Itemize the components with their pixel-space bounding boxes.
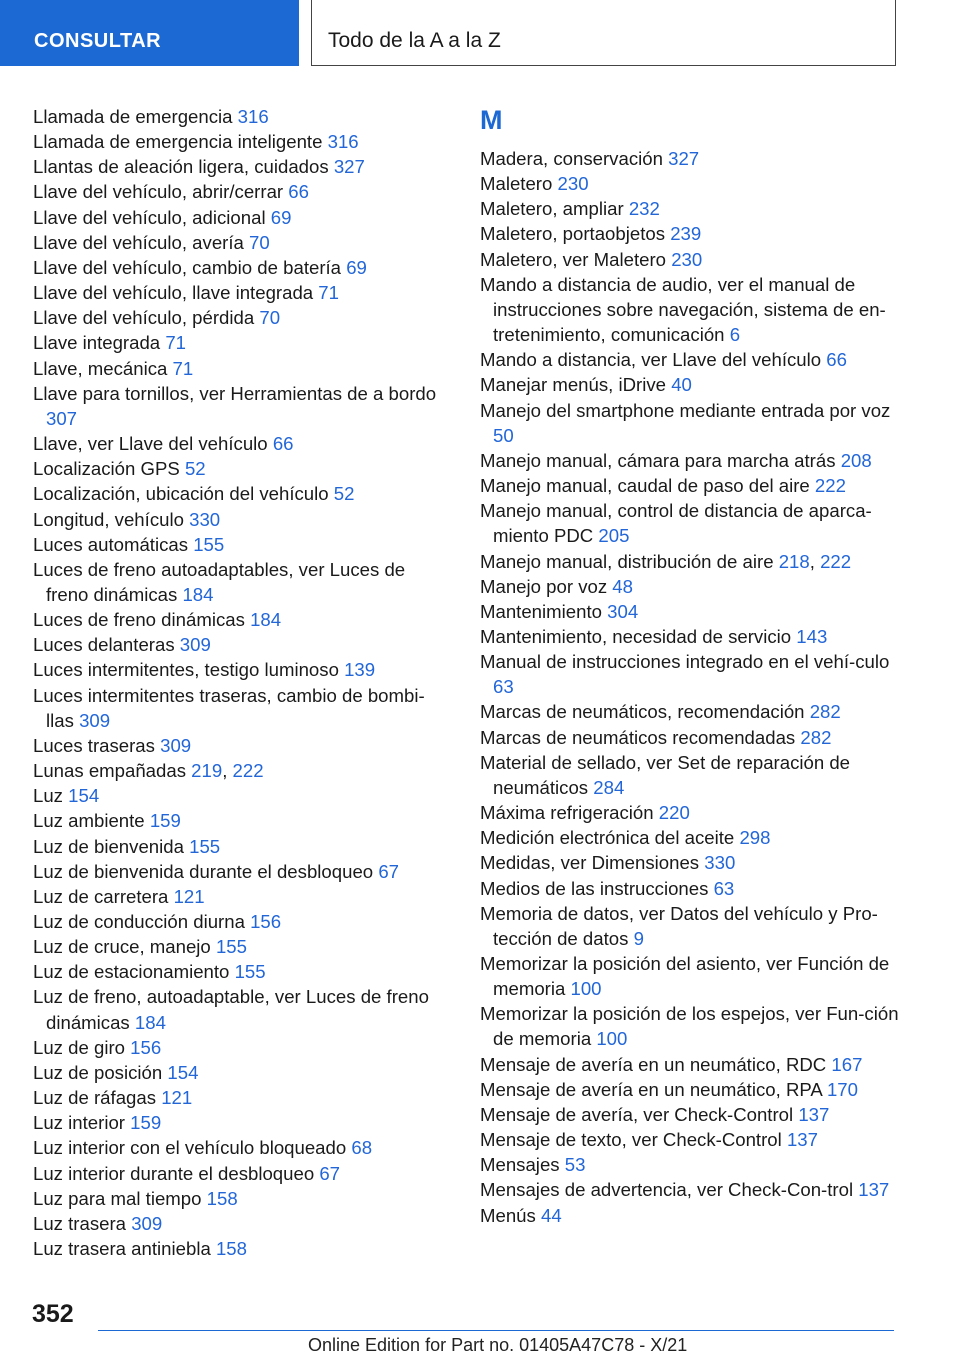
index-entry-term: Manejo manual, cámara para marcha atrás <box>480 449 836 471</box>
index-entry-term: Manejo manual, caudal de paso del aire <box>480 475 810 497</box>
page-reference-link[interactable]: 307 <box>46 407 78 429</box>
page-reference-link[interactable]: 137 <box>858 1179 890 1201</box>
page-reference-link[interactable]: 159 <box>149 810 181 832</box>
index-entry-term: Luz de estacionamiento <box>33 961 230 983</box>
index-entry-term: Material de sellado, ver Set de reparación de neumáticos <box>480 751 851 798</box>
index-entry-term: Mantenimiento, necesidad de servicio <box>480 625 792 647</box>
index-entry-term: Mensaje de avería en un neumático, RDC <box>480 1053 827 1075</box>
index-entry <box>480 599 900 624</box>
index-entry <box>33 280 443 305</box>
page-reference-link[interactable]: 69 <box>346 256 367 278</box>
page-reference-link[interactable]: 48 <box>612 575 633 597</box>
index-entry-term: Localización, ubicación del vehículo <box>33 483 329 505</box>
page-reference-link[interactable]: 316 <box>237 106 269 127</box>
index-entry-term: Mando a distancia de audio, ver el manual de instrucciones sobre navegación, sistema de en-tretenimiento, comunicación <box>480 273 886 346</box>
index-entry-term: Luz de carretera <box>33 885 169 907</box>
index-entry <box>33 356 443 381</box>
index-entry-term: Maletero, portaobjetos <box>480 223 666 245</box>
page-reference-link[interactable]: 52 <box>333 483 355 505</box>
page-reference-link[interactable]: 327 <box>668 148 700 169</box>
index-entry-term: Luces de freno autoadaptables, ver Luces de freno dinámicas <box>33 558 406 605</box>
index-entry <box>480 800 900 825</box>
index-entry-term: Menús <box>480 1204 536 1226</box>
page-reference-link[interactable]: 44 <box>540 1204 562 1226</box>
page-reference-link[interactable]: 71 <box>172 357 194 379</box>
index-entry-term: Luz de giro <box>33 1036 125 1058</box>
index-entry-term: Memorizar la posición del asiento, ver Función de memoria <box>480 953 890 1000</box>
page-reference-link[interactable]: 66 <box>272 433 294 455</box>
page-reference-link[interactable]: 40 <box>671 374 692 396</box>
index-entry <box>33 733 443 758</box>
index-entry <box>33 984 443 1034</box>
index-entry <box>480 247 900 272</box>
index-entry: Manejo manual, distribución de aire 218, 222 <box>480 550 852 572</box>
index-entry-term: Manejo por voz <box>480 575 608 597</box>
index-entry-term: Luz interior durante el desbloqueo <box>33 1162 315 1184</box>
index-entry-term: Llave del vehículo, avería <box>33 231 244 253</box>
page-reference-link[interactable]: 71 <box>165 332 187 354</box>
index-entry-term: Llave del vehículo, pérdida <box>33 307 255 329</box>
page-reference-link[interactable]: 230 <box>671 248 703 270</box>
index-letter-heading: M <box>480 105 503 135</box>
index-entry <box>480 171 900 196</box>
index-entry-term: Luz <box>33 785 63 807</box>
index-entry-term: Luces intermitentes traseras, cambio de bombi-llas <box>33 684 425 731</box>
index-entry-term: Luz de freno, autoadaptable, ver Luces de freno dinámicas <box>33 986 429 1033</box>
index-entry <box>480 448 900 473</box>
index-entry <box>33 1211 443 1236</box>
index-entry-term: Longitud, vehículo <box>33 508 184 530</box>
index-entry <box>480 725 900 750</box>
index-entry <box>33 808 443 833</box>
page-reference-link[interactable]: 9 <box>633 927 644 949</box>
footer-edition: Online Edition for Part no. 01405A47C78 - X/21 <box>308 1335 688 1355</box>
index-entry-term: Luz ambiente <box>33 810 145 832</box>
page-reference-link[interactable]: 155 <box>189 835 221 857</box>
page-reference-link[interactable]: 222 <box>820 550 852 572</box>
page-reference-link[interactable]: 143 <box>796 625 828 647</box>
index-entry-term: Luz interior con el vehículo bloqueado <box>33 1137 347 1159</box>
index-entry <box>480 876 900 901</box>
index-entry <box>33 255 443 280</box>
page-reference-link[interactable]: 158 <box>215 1238 247 1260</box>
index-column-right <box>480 104 900 1228</box>
index-entry <box>33 834 443 859</box>
index-entry <box>480 272 900 347</box>
index-entry-term: Memoria de datos, ver Datos del vehículo y Pro-tección de datos <box>480 902 878 949</box>
page-reference-link[interactable]: 70 <box>249 231 270 253</box>
index-entry <box>480 825 900 850</box>
index-entry <box>480 372 900 397</box>
index-entry-list <box>480 146 900 1228</box>
page-reference-link[interactable]: 167 <box>831 1053 863 1075</box>
page-reference-link[interactable]: 71 <box>318 282 339 304</box>
page-reference-link[interactable]: 309 <box>79 709 111 731</box>
page-reference-link[interactable]: 154 <box>167 1061 199 1083</box>
page-reference-link[interactable]: 232 <box>628 198 660 220</box>
page-number: 352 <box>32 1300 74 1328</box>
index-entry-term: Luz trasera <box>33 1212 127 1234</box>
page-reference-link[interactable]: 156 <box>130 1036 162 1058</box>
index-entry-term: Madera, conservación <box>480 148 663 169</box>
index-entry-term: Luces traseras <box>33 734 155 756</box>
page-reference-link[interactable]: 156 <box>250 911 282 932</box>
index-entry <box>480 1001 900 1051</box>
index-entry <box>480 1127 900 1152</box>
page-reference-link[interactable]: 222 <box>814 475 846 497</box>
index-entry <box>33 154 443 179</box>
index-entry-term: Mantenimiento <box>480 600 602 622</box>
index-entry <box>33 1035 443 1060</box>
index-entry-term: Marcas de neumáticos, recomendación <box>480 701 805 723</box>
index-entry <box>33 532 443 557</box>
index-entry <box>33 507 443 532</box>
index-entry-term: Llave del vehículo, llave integrada <box>33 282 314 304</box>
index-entry-term: Mensajes <box>480 1154 560 1176</box>
index-entry-term: Luces delanteras <box>33 634 175 656</box>
index-entry <box>480 1102 900 1127</box>
index-entry <box>33 959 443 984</box>
index-entry <box>33 884 443 909</box>
page-reference-link[interactable]: 100 <box>570 978 602 1000</box>
index-entry-term: Luz de cruce, manejo <box>33 936 211 958</box>
page-reference-link[interactable]: 159 <box>130 1112 162 1134</box>
page-reference-link[interactable]: 239 <box>670 223 702 245</box>
page-reference-link[interactable]: 100 <box>596 1028 628 1050</box>
index-entry <box>33 1085 443 1110</box>
index-entry <box>33 179 443 204</box>
index-entry <box>480 850 900 875</box>
page-reference-link[interactable]: 218 <box>778 550 810 572</box>
index-entry-term: Mensaje de texto, ver Check-Control <box>480 1129 782 1151</box>
index-entry <box>33 1135 443 1160</box>
index-entry <box>33 909 443 934</box>
index-entry-term: Mensaje de avería en un neumático, RPA <box>480 1078 822 1100</box>
index-entry-term: Manejo manual, distribución de aire <box>480 550 774 572</box>
index-entry <box>33 683 443 733</box>
index-entry-term: Mando a distancia, ver Llave del vehículo <box>480 349 822 371</box>
page-reference-link[interactable]: 330 <box>189 508 221 530</box>
index-entry-term: Llave, mecánica <box>33 357 168 379</box>
index-entry-term: Manejo manual, control de distancia de aparca-miento PDC <box>480 500 872 547</box>
page-reference-link[interactable]: 230 <box>557 173 589 195</box>
index-entry <box>33 859 443 884</box>
page-reference-link[interactable]: 330 <box>704 852 736 874</box>
index-entry-term: Máxima refrigeración <box>480 802 654 824</box>
index-entry <box>33 129 443 154</box>
index-entry-term: Llave del vehículo, abrir/cerrar <box>33 181 284 203</box>
index-entry <box>480 398 900 448</box>
index-entry <box>480 574 900 599</box>
page-reference-link[interactable]: 184 <box>182 583 214 605</box>
index-entry <box>480 1203 900 1228</box>
page-reference-link[interactable]: 68 <box>351 1137 373 1159</box>
index-entry <box>33 205 443 230</box>
index-entry-term: Luces intermitentes, testigo luminoso <box>33 659 339 681</box>
index-entry <box>480 951 900 1001</box>
index-column-left <box>33 104 443 1261</box>
index-entry <box>480 1077 900 1102</box>
page-reference-link[interactable]: 6 <box>729 324 741 346</box>
index-entry-term: Llave del vehículo, cambio de batería <box>33 256 342 278</box>
page-reference-link[interactable]: 63 <box>713 877 735 899</box>
page-reference-link[interactable]: 208 <box>840 449 872 471</box>
page-reference-link[interactable]: 298 <box>739 827 771 849</box>
index-entry-term: Luz de bienvenida durante el desbloqueo <box>33 860 374 882</box>
index-entry-term: Marcas de neumáticos recomendadas <box>480 726 796 748</box>
index-entry-term: Llantas de aleación ligera, cuidados <box>33 156 329 178</box>
page-reference-link[interactable]: 67 <box>378 860 399 882</box>
page-reference-link[interactable]: 304 <box>607 600 639 622</box>
page-reference-link[interactable]: 137 <box>798 1103 830 1125</box>
index-entry: Lunas empañadas 219, 222 <box>33 760 264 782</box>
index-entry <box>33 632 443 657</box>
page-reference-link[interactable]: 282 <box>800 726 832 748</box>
index-entry <box>480 624 900 649</box>
index-entry <box>33 456 443 481</box>
page-reference-link[interactable]: 121 <box>173 885 205 907</box>
page-reference-link[interactable]: 52 <box>184 458 206 480</box>
page-header <box>0 0 960 66</box>
index-entry-term: Llave para tornillos, ver Herramientas de a bordo <box>33 382 437 404</box>
index-entry-term: Llamada de emergencia inteligente <box>33 131 323 153</box>
index-entry-term: Manejo del smartphone mediante entrada por voz <box>480 399 891 421</box>
index-entry-term: Llave del vehículo, adicional <box>33 206 266 228</box>
page-reference-link[interactable]: 205 <box>598 525 630 547</box>
index-entry <box>33 104 443 129</box>
page-reference-link[interactable]: 69 <box>270 206 292 228</box>
index-entry <box>480 498 900 548</box>
page-reference-link[interactable]: 155 <box>193 533 225 555</box>
index-entry <box>33 607 443 632</box>
index-entry <box>33 1110 443 1135</box>
page-reference-link[interactable]: 222 <box>232 760 264 782</box>
index-entry <box>480 699 900 724</box>
page-reference-link[interactable]: 121 <box>161 1087 193 1109</box>
index-entry <box>33 431 443 456</box>
section-tab: CONSULTAR <box>0 0 299 66</box>
index-entry <box>480 146 900 171</box>
index-entry-term: Mensajes de advertencia, ver Check-Con-trol <box>480 1179 854 1201</box>
index-entry <box>480 473 900 498</box>
page-reference-link[interactable]: 67 <box>319 1162 341 1184</box>
page-reference-link[interactable]: 137 <box>786 1129 818 1151</box>
index-entry-term: Llamada de emergencia <box>33 106 233 127</box>
index-entry-term: Localización GPS <box>33 458 180 480</box>
index-entry-term: Luz para mal tiempo <box>33 1187 202 1209</box>
page-reference-link[interactable]: 327 <box>333 156 365 178</box>
page-reference-link[interactable]: 219 <box>191 760 223 782</box>
page-reference-link[interactable]: 139 <box>344 659 376 681</box>
index-entry <box>33 783 443 808</box>
page-reference-link[interactable]: 66 <box>826 349 847 371</box>
index-entry <box>33 330 443 355</box>
page-reference-link[interactable]: 284 <box>593 776 625 798</box>
index-entry-term: Maletero <box>480 173 553 195</box>
index-entry-term: Llave integrada <box>33 332 161 354</box>
page-reference-link[interactable]: 309 <box>179 634 211 656</box>
page-reference-link[interactable]: 316 <box>327 131 359 153</box>
index-entry-term: Mensaje de avería, ver Check-Control <box>480 1103 794 1125</box>
index-entry-term: Maletero, ampliar <box>480 198 624 220</box>
index-entry <box>480 901 900 951</box>
index-entry <box>33 1186 443 1211</box>
index-entry-term: Luz de ráfagas <box>33 1087 157 1109</box>
index-entry <box>33 657 443 682</box>
index-entry-term: Memorizar la posición de los espejos, ver Fun-ción de memoria <box>480 1003 899 1050</box>
index-entry <box>480 347 900 372</box>
index-entry <box>33 381 443 431</box>
index-entry <box>480 1152 900 1177</box>
page-reference-link[interactable]: 155 <box>215 936 247 958</box>
page-reference-link[interactable]: 158 <box>206 1187 238 1209</box>
index-entry <box>33 230 443 255</box>
index-entry-term: Luz de bienvenida <box>33 835 184 857</box>
index-entry-term: Manual de instrucciones integrado en el vehí-culo <box>480 651 890 673</box>
index-entry <box>33 1060 443 1085</box>
page-reference-link[interactable]: 50 <box>493 424 514 446</box>
index-entry <box>33 481 443 506</box>
page-reference-link[interactable]: 309 <box>160 734 192 756</box>
page-reference-link[interactable]: 70 <box>259 307 281 329</box>
page-reference-link[interactable]: 184 <box>134 1011 166 1033</box>
index-entry <box>480 750 900 800</box>
index-entry <box>480 1177 900 1202</box>
index-entry-term: Luz interior <box>33 1112 125 1134</box>
index-entry-term: Lunas empañadas <box>33 760 186 782</box>
page-reference-link[interactable]: 282 <box>809 701 841 723</box>
page-reference-link[interactable]: 66 <box>288 181 309 203</box>
page-reference-link[interactable]: 184 <box>250 609 282 631</box>
index-entry-term: Maletero, ver Maletero <box>480 248 667 270</box>
chapter-title: Todo de la A a la Z <box>311 0 896 66</box>
index-entry-term: Luces de freno dinámicas <box>33 609 245 631</box>
footer-divider <box>98 1330 894 1331</box>
index-entry <box>33 557 443 607</box>
page-reference-link[interactable]: 53 <box>564 1154 586 1176</box>
page-reference-link[interactable]: 154 <box>68 785 100 807</box>
index-entry <box>480 221 900 246</box>
index-entry-term: Luces automáticas <box>33 533 189 555</box>
index-entry-term: Manejar menús, iDrive <box>480 374 667 396</box>
index-entry <box>480 1052 900 1077</box>
index-entry-term: Medición electrónica del aceite <box>480 827 735 849</box>
index-entry <box>480 649 900 699</box>
page-reference-link[interactable]: 220 <box>658 802 690 824</box>
index-entry-term: Luz de conducción diurna <box>33 911 245 932</box>
index-entry-term: Medidas, ver Dimensiones <box>480 852 700 874</box>
index-entry-term: Medios de las instrucciones <box>480 877 709 899</box>
index-entry-term: Llave, ver Llave del vehículo <box>33 433 268 455</box>
index-entry-term: Luz trasera antiniebla <box>33 1238 211 1260</box>
page-reference-link[interactable]: 155 <box>234 961 266 983</box>
page-reference-link[interactable]: 170 <box>826 1078 858 1100</box>
index-entry <box>33 1236 443 1261</box>
page-reference-link[interactable]: 309 <box>131 1212 163 1234</box>
index-entry <box>33 1161 443 1186</box>
page-reference-link[interactable]: 63 <box>493 676 514 698</box>
index-entry <box>480 196 900 221</box>
index-entry <box>33 305 443 330</box>
index-entry <box>33 934 443 959</box>
index-entry-term: Luz de posición <box>33 1061 163 1083</box>
